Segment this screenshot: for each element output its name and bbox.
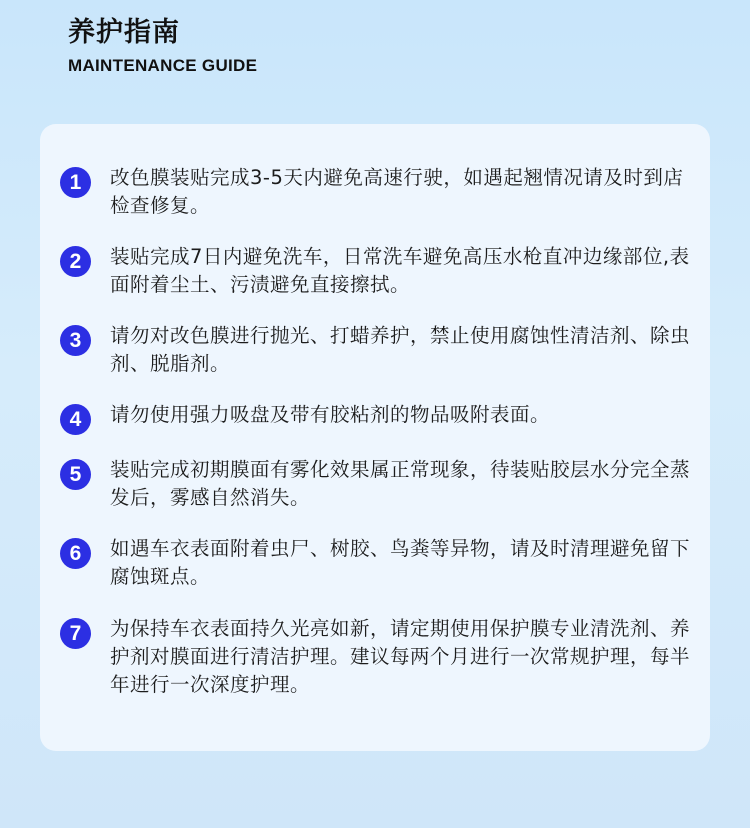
guide-item-text-1: 改色膜装贴完成3-5天内避免高速行驶，如遇起翘情况请及时到店检查修复。 <box>110 166 684 217</box>
page-subtitle: MAINTENANCE GUIDE <box>68 56 258 75</box>
number-badge-6: 6 <box>60 538 91 569</box>
guide-item-text-6: 如遇车衣表面附着虫尸、树胶、鸟粪等异物，请及时清理避免留下腐蚀斑点。 <box>110 537 691 588</box>
guide-item-text-2: 装贴完成7日内避免洗车，日常洗车避免高压水枪直冲边缘部位,表面附着尘土、污渍避免直接擦拭。 <box>110 245 690 296</box>
number-badge-5: 5 <box>60 459 91 490</box>
header <box>68 14 257 77</box>
number-badge-7: 7 <box>60 618 91 649</box>
guide-item-text-5: 装贴完成初期膜面有雾化效果属正常现象，待装贴胶层水分完全蒸发后，雾感自然消失。 <box>110 458 691 509</box>
number-badge-1: 1 <box>60 167 91 198</box>
number-badge-3: 3 <box>60 325 91 356</box>
number-badge-4: 4 <box>60 404 91 435</box>
guide-item-text-4: 请勿使用强力吸盘及带有胶粘剂的物品吸附表面。 <box>110 403 551 426</box>
guide-item-text-7: 为保持车衣表面持久光亮如新，请定期使用保护膜专业清洗剂、养护剂对膜面进行清洁护理。建议每两个月进行一次常规护理，每半年进行一次深度护理。 <box>110 617 691 696</box>
number-badge-2: 2 <box>60 246 91 277</box>
guide-card <box>40 124 710 751</box>
page-title: 养护指南 <box>68 17 180 48</box>
guide-item-text-3: 请勿对改色膜进行抛光、打蜡养护，禁止使用腐蚀性清洁剂、除虫剂、脱脂剂。 <box>110 324 691 375</box>
